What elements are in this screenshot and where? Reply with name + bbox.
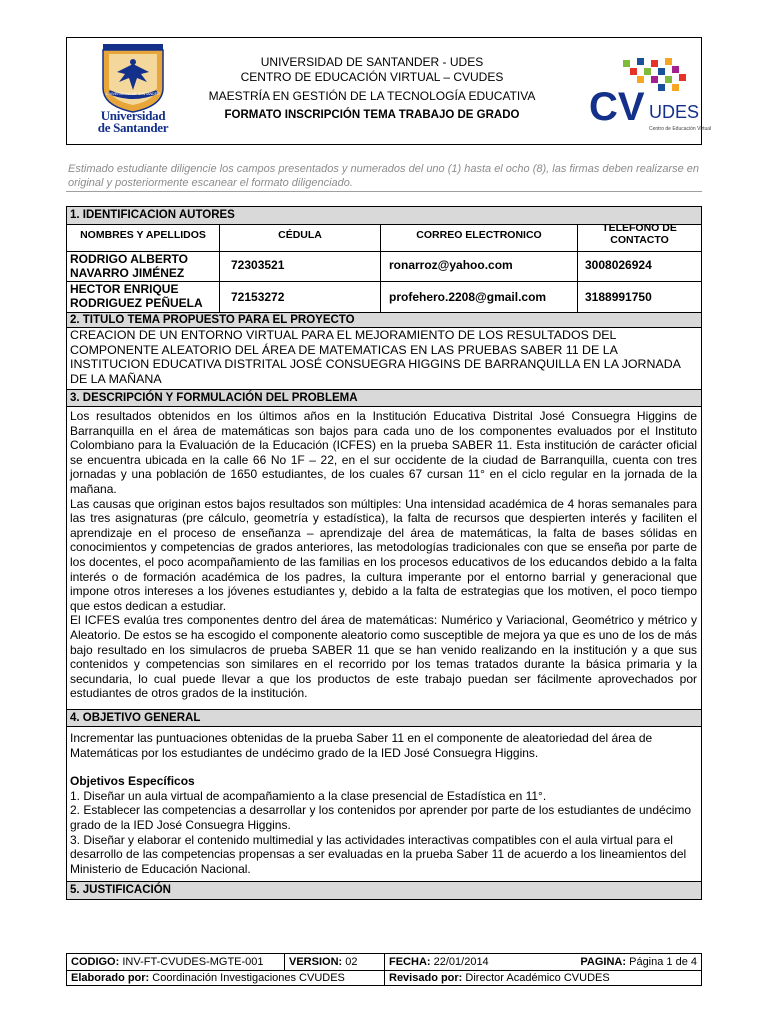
cvudes-logo (585, 56, 712, 146)
pagina-label: PAGINA: (580, 956, 627, 968)
revisado-value: Director Académico CVUDES (465, 972, 610, 984)
specific-objectives-title: Objetivos Específicos (70, 774, 195, 789)
col-header-phone: TELEFONO DE CONTACTO (602, 222, 677, 246)
problem-description (70, 409, 697, 701)
header-title-program: MAESTRÍA EN GESTIÓN DE LA TECNOLOGÍA EDUCATIVA (208, 89, 536, 103)
author1-cedula: 72303521 (231, 258, 285, 272)
footer-row-2 (67, 970, 701, 986)
footer-pagina (580, 955, 697, 969)
header-title-center: CENTRO DE EDUCACIÓN VIRTUAL – CVUDES (240, 70, 504, 84)
project-title-text: CREACION DE UN ENTORNO VIRTUAL PARA EL MEJORAMIENTO DE LOS RESULTADOS DEL COMPONENTE ALEATORIO DEL ÁREA DE MATEMATICAS EN LAS PRUEBAS SABER 11 DE LA INSTITUCION EDUCATIVA DISTRITAL JOSÉ CONSUEGRA HIGGINS DE BARRANQUILLA EN LA JORNADA DE LA MAÑANA (70, 328, 681, 386)
svg-text:UNIVERSIDAD DE SANTANDER: UNIVERSIDAD DE SANTANDER (106, 92, 160, 96)
author2-name-line1: HECTOR ENRIQUE (70, 282, 179, 296)
instructions-text: Estimado estudiante diligencie los campos presentados y numerados del uno (1) hasta el ocho (8), las firmas deben realizarse en original y posteriormente escanear el formato diligenciado. (66, 162, 702, 192)
svg-text:UDES: UDES (649, 102, 700, 122)
footer-codigo (71, 955, 264, 969)
footer-divider (284, 954, 285, 970)
section1-title: 1. IDENTIFICACION AUTORES (67, 207, 701, 225)
version-label: VERSION: (289, 956, 343, 968)
author2-cedula: 72153272 (231, 290, 285, 304)
objectives-content (70, 731, 697, 876)
problem-paragraph-3: El ICFES evalúa tres componentes dentro del área de matemáticas: Numérico y Variacional, Geométrico y métrico y Aleatorio. De estos se ha escogido el componente aleatorio como susceptible de mejora ya que es uno de los de más bajo resultado en los simulacros de prueba SABER 11 que se han venido realizando en la institución y a que sus contenidos y competencias son similares en el recorrido por los temas tratados durante la básica primaria y la secundaria, lo cual puede llevar a que los productos de este trabajo puedan ser fácilmente aprovechados por estudiantes de otros grados de la institución. (70, 613, 697, 701)
author1-email: ronarroz@yahoo.com (389, 258, 513, 272)
pagina-value: Página 1 de 4 (629, 956, 697, 968)
codigo-value: INV-FT-CVUDES-MGTE-001 (122, 956, 264, 968)
author2-name (70, 282, 203, 310)
col-header-cedula: CÉDULA (278, 229, 322, 241)
header-title-form: FORMATO INSCRIPCIÓN TEMA TRABAJO DE GRADO (224, 109, 520, 121)
section2-title: 2. TITULO TEMA PROPUESTO PARA EL PROYECTO (67, 312, 701, 328)
svg-text:Centro de Educación Virtual: Centro de Educación Virtual (649, 126, 712, 132)
registration-form (66, 206, 702, 900)
elaborado-value: Coordinación Investigaciones CVUDES (152, 972, 345, 984)
specific-objective-3: 3. Diseñar y elaborar el contenido multimedial y las actividades interactivas compatibles con el aula virtual para el desarrollo de las competencias propensas a ser evaluadas en la prueba Saber 11 de acuerdo a los lineamientos del Ministerio de Educación Nacional. (70, 832, 687, 876)
section3-title: 3. DESCRIPCIÓN Y FORMULACIÓN DEL PROBLEMA (67, 389, 701, 407)
revisado-label: Revisado por: (389, 972, 463, 984)
footer-row-1 (67, 954, 701, 971)
footer-elaborado (71, 971, 345, 985)
column-divider (380, 225, 381, 312)
author1-phone: 3008026924 (585, 258, 652, 272)
header-titles (202, 55, 542, 123)
university-name-line2: de Santander (97, 120, 169, 135)
fecha-label: FECHA: (389, 956, 431, 968)
author2-email: profehero.2208@gmail.com (389, 290, 547, 304)
codigo-label: CODIGO: (71, 956, 120, 968)
author1-name (70, 252, 188, 280)
footer-revisado (389, 971, 610, 985)
version-value: 02 (345, 956, 358, 968)
document-footer (66, 953, 702, 986)
fecha-value: 22/01/2014 (433, 956, 489, 968)
section5-title: 5. JUSTIFICACIÓN (67, 881, 701, 899)
svg-text:CV: CV (589, 85, 645, 129)
col-header-names: NOMBRES Y APELLIDOS (80, 229, 206, 241)
elaborado-label: Elaborado por: (71, 972, 150, 984)
author2-name-line2: RODRIGUEZ PEÑUELA (70, 296, 203, 310)
footer-divider (384, 954, 385, 970)
section4-title: 4. OBJETIVO GENERAL (67, 709, 701, 727)
problem-paragraph-2: Las causas que originan estos bajos resultados son múltiples: Una intensidad académica de 4 horas semanales para las tres asignaturas (pre cálculo, geometría y estadística), la falta de recursos que despierten interés y faciliten el aprendizaje en el proceso de enseñanza – aprendizaje del área de matemáticas, la falta de bases sólidas en conocimientos y competencias de grados anteriores, las metodologías tradicionales con que se enseña por parte de los docentes, el poco acompañamiento de las familias en los procesos educativos de los educandos debido a la falta interés o de formación académica de los padres, la cultura imperante por el entorno barrial y generacional que impone otros intereses a los jóvenes estudiantes y, debido a la falta de estrategias que los motiven, el poco tiempo que estos dedican a estudiar. (70, 496, 697, 613)
university-name (73, 110, 193, 134)
university-name-line1: Universidad (100, 108, 166, 123)
footer-fecha (389, 955, 489, 969)
column-divider (219, 225, 220, 312)
footer-divider (384, 970, 385, 985)
col-header-email: CORREO ELECTRONICO (416, 229, 542, 241)
document-header (66, 37, 712, 145)
column-divider (577, 225, 578, 312)
header-title-university: UNIVERSIDAD DE SANTANDER - UDES (260, 55, 484, 69)
general-objective: Incrementar las puntuaciones obtenidas de la prueba Saber 11 en el componente de aleatoriedad del área de Matemáticas por los estudiantes de undécimo grado de la IED José Consuegra Higgins. (70, 731, 653, 760)
footer-version (289, 955, 358, 969)
author2-phone: 3188991750 (585, 290, 652, 304)
specific-objective-2: 2. Establecer las competencias a desarrollar y los contenidos por aprender por parte de los estudiantes de undécimo grado de la IED José Consuegra Higgins. (70, 803, 692, 832)
author1-name-line2: NAVARRO JIMÉNEZ (70, 266, 185, 280)
problem-paragraph-1: Los resultados obtenidos en los últimos años en la Institución Educativa Distrital José Consuegra Higgins de Barranquilla en el área de matemáticas son bajos para cada uno de los componentes evaluados por el Instituto Colombiano para la Evaluación de la Educación (ICFES) en la prueba SABER 11. Esta institución de carácter oficial se encuentra ubicada en la calle 66 No 1F – 22, en el sur occidente de la ciudad de Barranquilla, cuenta con tres jornadas y una población de 1650 estudiantes, de los cuales 67 cursan 11° en el ciclo regular en la jornada de la mañana. (70, 409, 697, 496)
specific-objective-1: 1. Diseñar un aula virtual de acompañamiento a la clase presencial de Estadística en 11°. (70, 788, 547, 803)
author1-name-line1: RODRIGO ALBERTO (70, 252, 189, 266)
